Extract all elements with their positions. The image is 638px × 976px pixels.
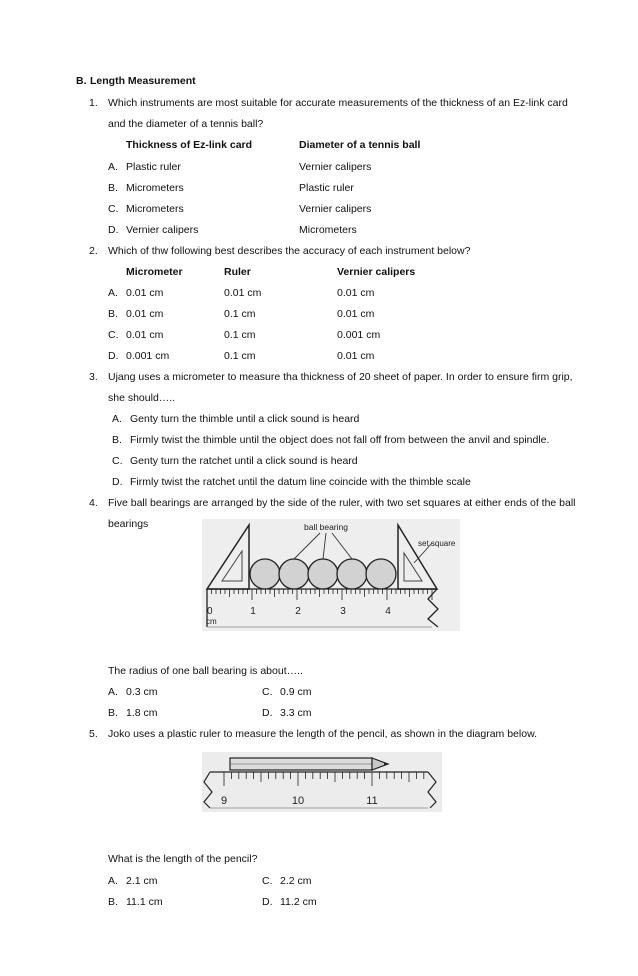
q2-col-header-1: Micrometer: [126, 266, 183, 278]
q2-option-letter[interactable]: A.: [108, 287, 118, 299]
q5-text-line1: Joko uses a plastic ruler to measure the length of the pencil, as shown in the diagram below.: [108, 728, 537, 740]
set-square-label: set square: [418, 539, 456, 548]
section-title: Length Measurement: [90, 75, 196, 87]
q1-option-letter[interactable]: B.: [108, 182, 118, 194]
q1-col-header-2: Diameter of a tennis ball: [299, 139, 421, 151]
q5-option-text: 2.1 cm: [126, 875, 158, 887]
ball-bearing-label: ball bearing: [304, 522, 348, 532]
q3-option-text: Genty turn the ratchet until a click sound is heard: [130, 455, 358, 467]
q2-option-col2: 0.1 cm: [224, 308, 256, 320]
q1-option-col2: Vernier calipers: [299, 203, 372, 215]
q5-option-letter[interactable]: B.: [108, 896, 118, 908]
q3-option-letter[interactable]: C.: [112, 455, 123, 467]
section-letter: B.: [76, 75, 87, 87]
q4-question: The radius of one ball bearing is about…..: [108, 665, 303, 677]
q2-col-header-3: Vernier calipers: [337, 266, 416, 278]
q1-option-col1: Plastic ruler: [126, 161, 181, 173]
pencil: [230, 758, 388, 770]
q3-option-letter[interactable]: B.: [112, 434, 122, 446]
q5-number: 5.: [89, 728, 98, 740]
q2-text-line1: Which of thw following best describes the accuracy of each instrument below?: [108, 245, 471, 257]
q4-text-line2: bearings: [108, 518, 149, 530]
q2-option-col1: 0.001 cm: [126, 350, 170, 362]
ball-bearing: [366, 559, 396, 589]
q3-number: 3.: [89, 371, 98, 383]
q2-option-col1: 0.01 cm: [126, 308, 164, 320]
q3-option-text: Firmly twist the thimble until the object does not fall off from between the anvil and spindle.: [130, 434, 550, 446]
q4-option-letter[interactable]: D.: [262, 707, 273, 719]
q1-option-col1: Micrometers: [126, 203, 184, 215]
q3-text-line1: Ujang uses a micrometer to measure tha thickness of 20 sheet of paper. In order to ensure firm grip,: [108, 371, 573, 383]
ruler-tick-label: 10: [291, 795, 305, 807]
ball-bearing-diagram: [202, 519, 460, 631]
q3-option-letter[interactable]: A.: [112, 413, 122, 425]
q4-text-line1: Five ball bearings are arranged by the side of the ruler, with two set squares at either ends of the ball: [108, 497, 576, 509]
q4-option-text: 1.8 cm: [126, 707, 158, 719]
q3-option-text: Genty turn the thimble until a click sound is heard: [130, 413, 360, 425]
q4-option-letter[interactable]: A.: [108, 686, 118, 698]
q1-option-col2: Vernier calipers: [299, 161, 372, 173]
q1-text-line1: Which instruments are most suitable for accurate measurements of the thickness of an Ez-link card: [108, 97, 568, 109]
q3-option-text: Firmly twist the ratchet until the datum line coincide with the thimble scale: [130, 476, 471, 488]
q1-option-col1: Vernier calipers: [126, 224, 199, 236]
ball-bearing: [337, 559, 367, 589]
q2-option-col2: 0.01 cm: [224, 287, 262, 299]
q2-option-col3: 0.001 cm: [337, 329, 381, 341]
q3-option-letter[interactable]: D.: [112, 476, 123, 488]
ruler-tick-label: 3: [340, 606, 346, 617]
q1-option-letter[interactable]: D.: [108, 224, 119, 236]
ruler-tick-label: 1: [250, 606, 256, 617]
q1-option-col1: Micrometers: [126, 182, 184, 194]
q1-col-header-1: Thickness of Ez-link card: [126, 139, 253, 151]
q4-option-text: 3.3 cm: [280, 707, 312, 719]
q2-number: 2.: [89, 245, 98, 257]
q5-option-letter[interactable]: C.: [262, 875, 273, 887]
q5-option-letter[interactable]: A.: [108, 875, 118, 887]
q1-option-letter[interactable]: C.: [108, 203, 119, 215]
ruler-tick-label: 0: [207, 606, 213, 617]
q5-option-text: 2.2 cm: [280, 875, 312, 887]
q2-option-col1: 0.01 cm: [126, 287, 164, 299]
q4-option-letter[interactable]: C.: [262, 686, 273, 698]
q4-number: 4.: [89, 497, 98, 509]
q1-text-line2: and the diameter of a tennis ball?: [108, 118, 264, 130]
ruler-tick-label: 4: [385, 606, 391, 617]
pencil-ruler-diagram: [202, 752, 442, 812]
ruler-tick-label: 9: [220, 795, 228, 807]
q3-text-line2: she should…..: [108, 392, 176, 404]
ball-bearing: [308, 559, 338, 589]
q5-option-text: 11.2 cm: [280, 896, 317, 908]
ball-bearing: [279, 559, 309, 589]
q5-question: What is the length of the pencil?: [108, 853, 258, 865]
q2-option-col2: 0.1 cm: [224, 350, 256, 362]
ball-bearing: [250, 559, 280, 589]
q4-option-text: 0.3 cm: [126, 686, 158, 698]
ruler-unit-label: cm: [206, 617, 217, 626]
q2-option-col3: 0.01 cm: [337, 350, 375, 362]
q1-option-letter[interactable]: A.: [108, 161, 118, 173]
q2-option-letter[interactable]: B.: [108, 308, 118, 320]
q2-option-col3: 0.01 cm: [337, 308, 375, 320]
q2-option-col1: 0.01 cm: [126, 329, 164, 341]
q1-option-col2: Micrometers: [299, 224, 357, 236]
q1-option-col2: Plastic ruler: [299, 182, 354, 194]
ruler-tick-label: 2: [295, 606, 301, 617]
q4-option-text: 0.9 cm: [280, 686, 312, 698]
q2-option-letter[interactable]: C.: [108, 329, 119, 341]
q4-option-letter[interactable]: B.: [108, 707, 118, 719]
q2-option-letter[interactable]: D.: [108, 350, 119, 362]
q2-option-col2: 0.1 cm: [224, 329, 256, 341]
q1-number: 1.: [89, 97, 98, 109]
ruler-tick-label: 11: [366, 795, 378, 807]
q2-option-col3: 0.01 cm: [337, 287, 375, 299]
q5-option-letter[interactable]: D.: [262, 896, 273, 908]
q5-option-text: 11.1 cm: [126, 896, 163, 908]
q2-col-header-2: Ruler: [224, 266, 251, 278]
